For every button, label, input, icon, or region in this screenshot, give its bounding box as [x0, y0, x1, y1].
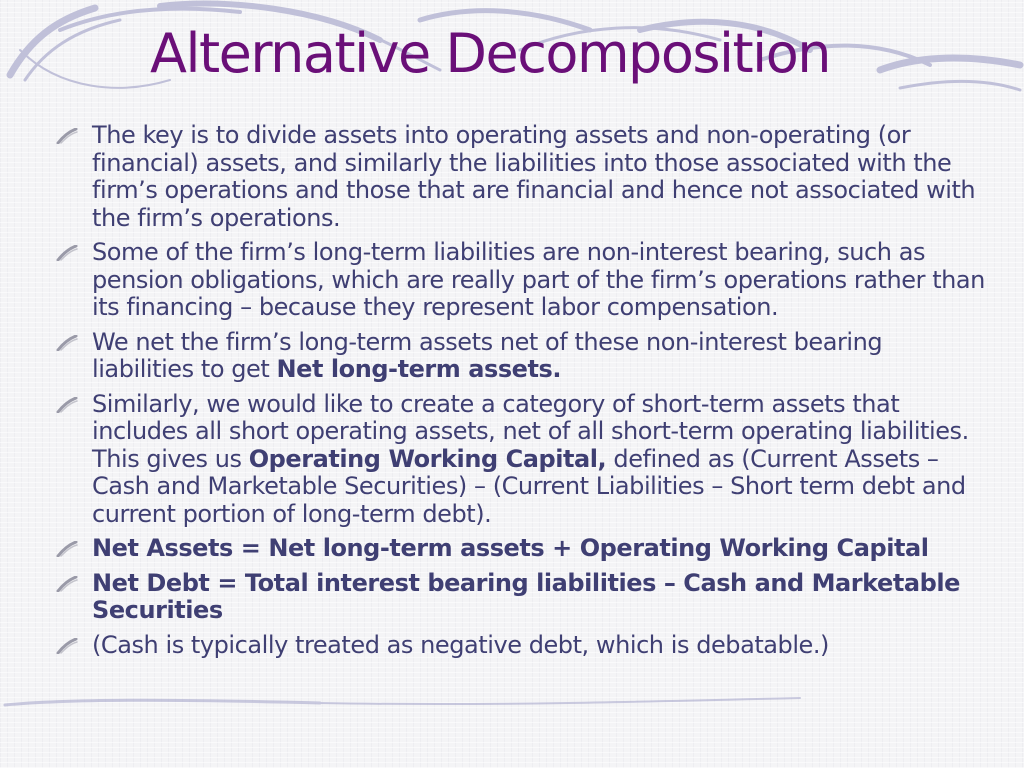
- pen-stroke-icon: [56, 541, 78, 557]
- bullet-text: Some of the firm’s long-term liabilities are non-interest bearing, such as pension obligations, which are really part of the firm’s operations rather than its financing – because they represent labor compensation.: [92, 238, 985, 321]
- bullet-item: [56, 122, 986, 232]
- bullet-item: [56, 239, 986, 322]
- pen-stroke-icon: [56, 335, 78, 351]
- pen-stroke-icon: [56, 245, 78, 261]
- pen-stroke-icon: [56, 576, 78, 592]
- pen-stroke-icon: [56, 638, 78, 654]
- bullet-bold-text: Net Assets = Net long-term assets + Operating Working Capital: [92, 534, 929, 562]
- bullet-text: defined as (Current Assets – Cash and Marketable Securities) – (Current Liabilities – Short term debt and current portion of long-term debt).: [92, 444, 966, 528]
- bullet-list: [56, 122, 986, 666]
- bullet-bold-text: Net long-term assets.: [276, 355, 562, 383]
- bullet-bold-text: Operating Working Capital,: [248, 444, 607, 473]
- bullet-text: (Cash is typically treated as negative debt, which is debatable.): [92, 630, 829, 659]
- bullet-text: Similarly, we would like to create a category of short-term assets that includes all short operating assets, net of all short-term operating liabilities. This gives us: [92, 389, 969, 473]
- bullet-item: [56, 535, 986, 563]
- bullet-item: [56, 329, 986, 384]
- pen-stroke-icon: [56, 128, 78, 144]
- bullet-item: [56, 570, 986, 625]
- bullet-text: We net the firm’s long-term assets net of these non-interest bearing liabilities to get: [92, 327, 883, 383]
- pen-stroke-icon: [56, 397, 78, 413]
- bullet-text: The key is to divide assets into operating assets and non-operating (or financial) assets, and similarly the liabilities into those associated with the firm’s operations and those that are financial and hence not associated with the firm’s operations.: [92, 121, 976, 232]
- bullet-bold-text: Net Debt = Total interest bearing liabilities – Cash and Marketable Securities: [92, 568, 960, 624]
- bullet-item: [56, 391, 986, 529]
- slide-title: Alternative Decomposition: [150, 22, 830, 85]
- bullet-item: [56, 632, 986, 660]
